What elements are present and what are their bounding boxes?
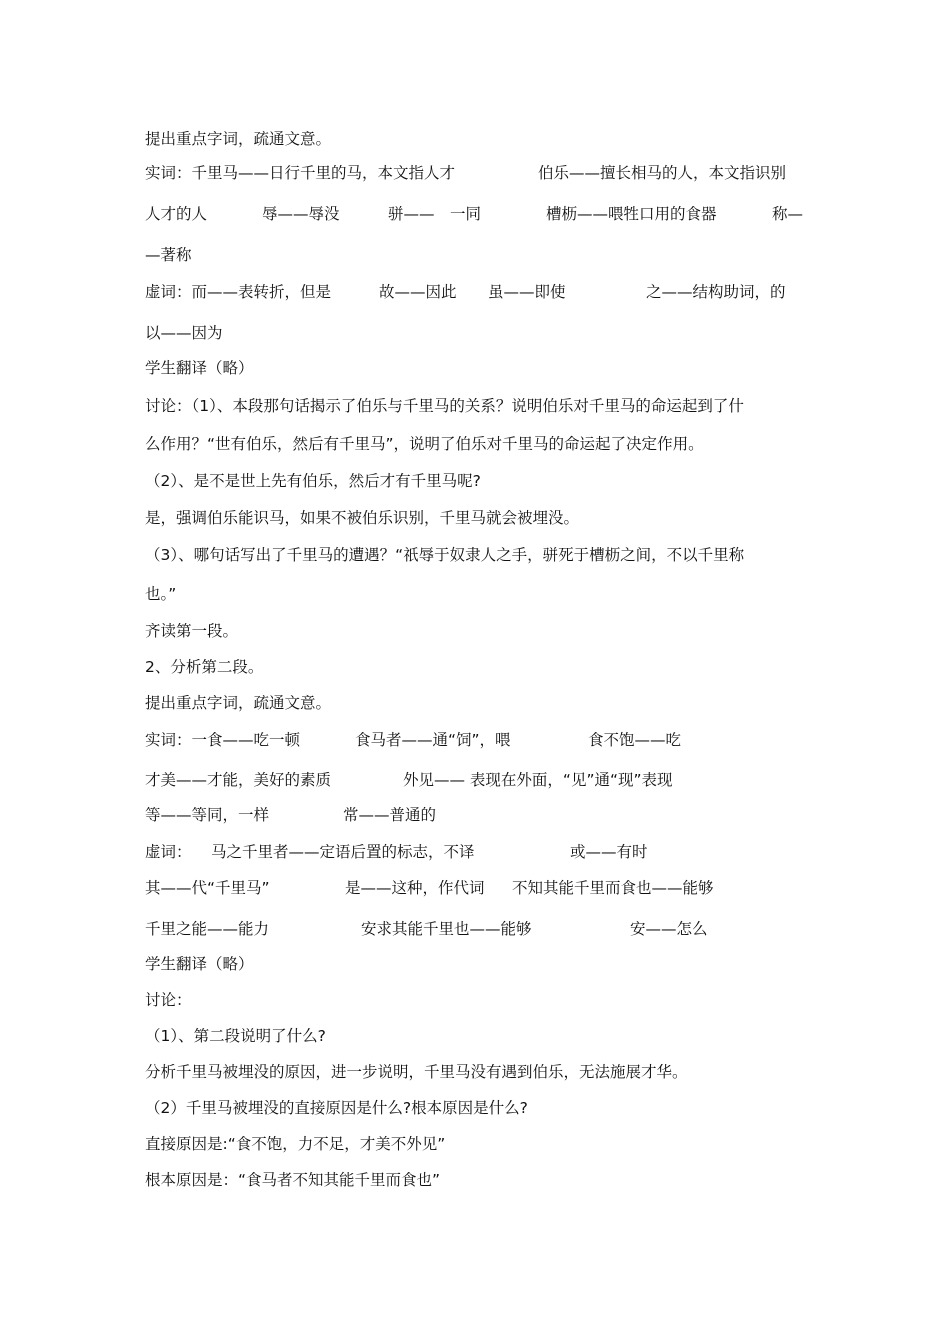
text-line <box>145 582 825 606</box>
text-line <box>145 803 825 827</box>
text-segment: 马之千里者——定语后置的标志，不译 <box>211 843 475 861</box>
text-segment: 其——代“千里马” <box>145 879 270 897</box>
text-segment: （1）、第二段说明了什么? <box>145 1027 326 1045</box>
text-line <box>145 768 825 792</box>
text-line <box>145 1096 825 1120</box>
text-segment: 提出重点字词，疏通文意。 <box>145 694 332 712</box>
text-line <box>145 1060 825 1084</box>
text-segment: 千里之能——能力 <box>145 920 270 938</box>
text-line <box>145 394 825 418</box>
text-segment: 齐读第一段。 <box>145 622 239 640</box>
text-segment: 是，强调伯乐能识马，如果不被伯乐识别，千里马就会被埋没。 <box>145 509 580 527</box>
text-segment: 讨论： <box>145 991 192 1009</box>
text-segment: 之——结构助词，的 <box>646 283 786 301</box>
text-line <box>145 506 825 530</box>
text-segment: 不知其能千里而食也——能够 <box>512 879 714 897</box>
text-segment: 是——这种，作代词 <box>345 879 485 897</box>
text-segment: 辱——辱没 <box>262 205 340 223</box>
text-line <box>145 356 825 380</box>
text-segment: 学生翻译（略） <box>145 359 254 377</box>
text-line <box>145 1168 825 1192</box>
text-line <box>145 543 825 567</box>
text-segment: 分析千里马被埋没的原因，进一步说明，千里马没有遇到伯乐，无法施展才华。 <box>145 1063 688 1081</box>
text-segment: 虚词： <box>145 843 192 861</box>
text-line <box>145 619 825 643</box>
text-segment: 食不饱——吃 <box>588 731 682 749</box>
text-segment: 槽枥——喂牲口用的食器 <box>546 205 717 223</box>
text-line <box>145 876 825 900</box>
text-line <box>145 988 825 1012</box>
text-segment: 食马者——通“饲”，喂 <box>355 731 511 749</box>
text-line <box>145 469 825 493</box>
text-segment: 常——普通的 <box>343 806 437 824</box>
text-line <box>145 243 825 267</box>
text-segment: —著称 <box>145 246 192 264</box>
text-line <box>145 202 825 226</box>
text-segment: 直接原因是:“食不饱，力不足，才美不外见” <box>145 1135 446 1153</box>
text-line <box>145 840 825 864</box>
text-segment: 安——怎么 <box>630 920 708 938</box>
text-line <box>145 917 825 941</box>
text-segment: 实词：一食——吃一顿 <box>145 731 301 749</box>
text-segment: 根本原因是：“食马者不知其能千里而食也” <box>145 1171 441 1189</box>
text-segment: 虽——即使 <box>488 283 566 301</box>
text-segment: 或——有时 <box>570 843 648 861</box>
text-segment: 人才的人 <box>145 205 208 223</box>
text-segment: 也。” <box>145 585 177 603</box>
text-segment: 以——因为 <box>145 324 223 342</box>
text-line <box>145 321 825 345</box>
text-segment: 讨论：（1）、本段那句话揭示了伯乐与千里马的关系？说明伯乐对千里马的命运起到了什 <box>145 397 744 415</box>
text-segment: （2）、是不是世上先有伯乐，然后才有千里马呢? <box>145 472 481 490</box>
text-segment: 提出重点字词，疏通文意。 <box>145 130 332 148</box>
text-line <box>145 952 825 976</box>
text-segment: 学生翻译（略） <box>145 955 254 973</box>
text-segment: 实词：千里马——日行千里的马，本文指人才 <box>145 164 456 182</box>
text-segment: 才美——才能，美好的素质 <box>145 771 332 789</box>
text-segment: 么作用？“世有伯乐，然后有千里马”，说明了伯乐对千里马的命运起了决定作用。 <box>145 435 704 453</box>
text-segment: （3）、哪句话写出了千里马的遭遇？“祇辱于奴隶人之手，骈死于槽枥之间，不以千里称 <box>145 546 745 564</box>
text-line <box>145 1132 825 1156</box>
text-segment: 等——等同，一样 <box>145 806 270 824</box>
text-line <box>145 691 825 715</box>
text-line <box>145 127 825 151</box>
text-line <box>145 432 825 456</box>
text-line <box>145 728 825 752</box>
text-line <box>145 655 825 679</box>
text-segment: 故——因此 <box>379 283 457 301</box>
text-segment: （2）千里马被埋没的直接原因是什么?根本原因是什么? <box>145 1099 528 1117</box>
text-line <box>145 1024 825 1048</box>
text-segment: 骈—— 一同 <box>388 205 482 223</box>
text-segment: 2、分析第二段。 <box>145 658 264 676</box>
text-line <box>145 280 825 304</box>
text-line <box>145 161 825 185</box>
text-segment: 称— <box>772 205 804 223</box>
text-segment: 虚词：而——表转折，但是 <box>145 283 332 301</box>
text-segment: 外见—— 表现在外面，“见”通“现”表现 <box>403 771 673 789</box>
text-segment: 安求其能千里也——能够 <box>361 920 532 938</box>
text-segment: 伯乐——擅长相马的人，本文指识别 <box>538 164 787 182</box>
